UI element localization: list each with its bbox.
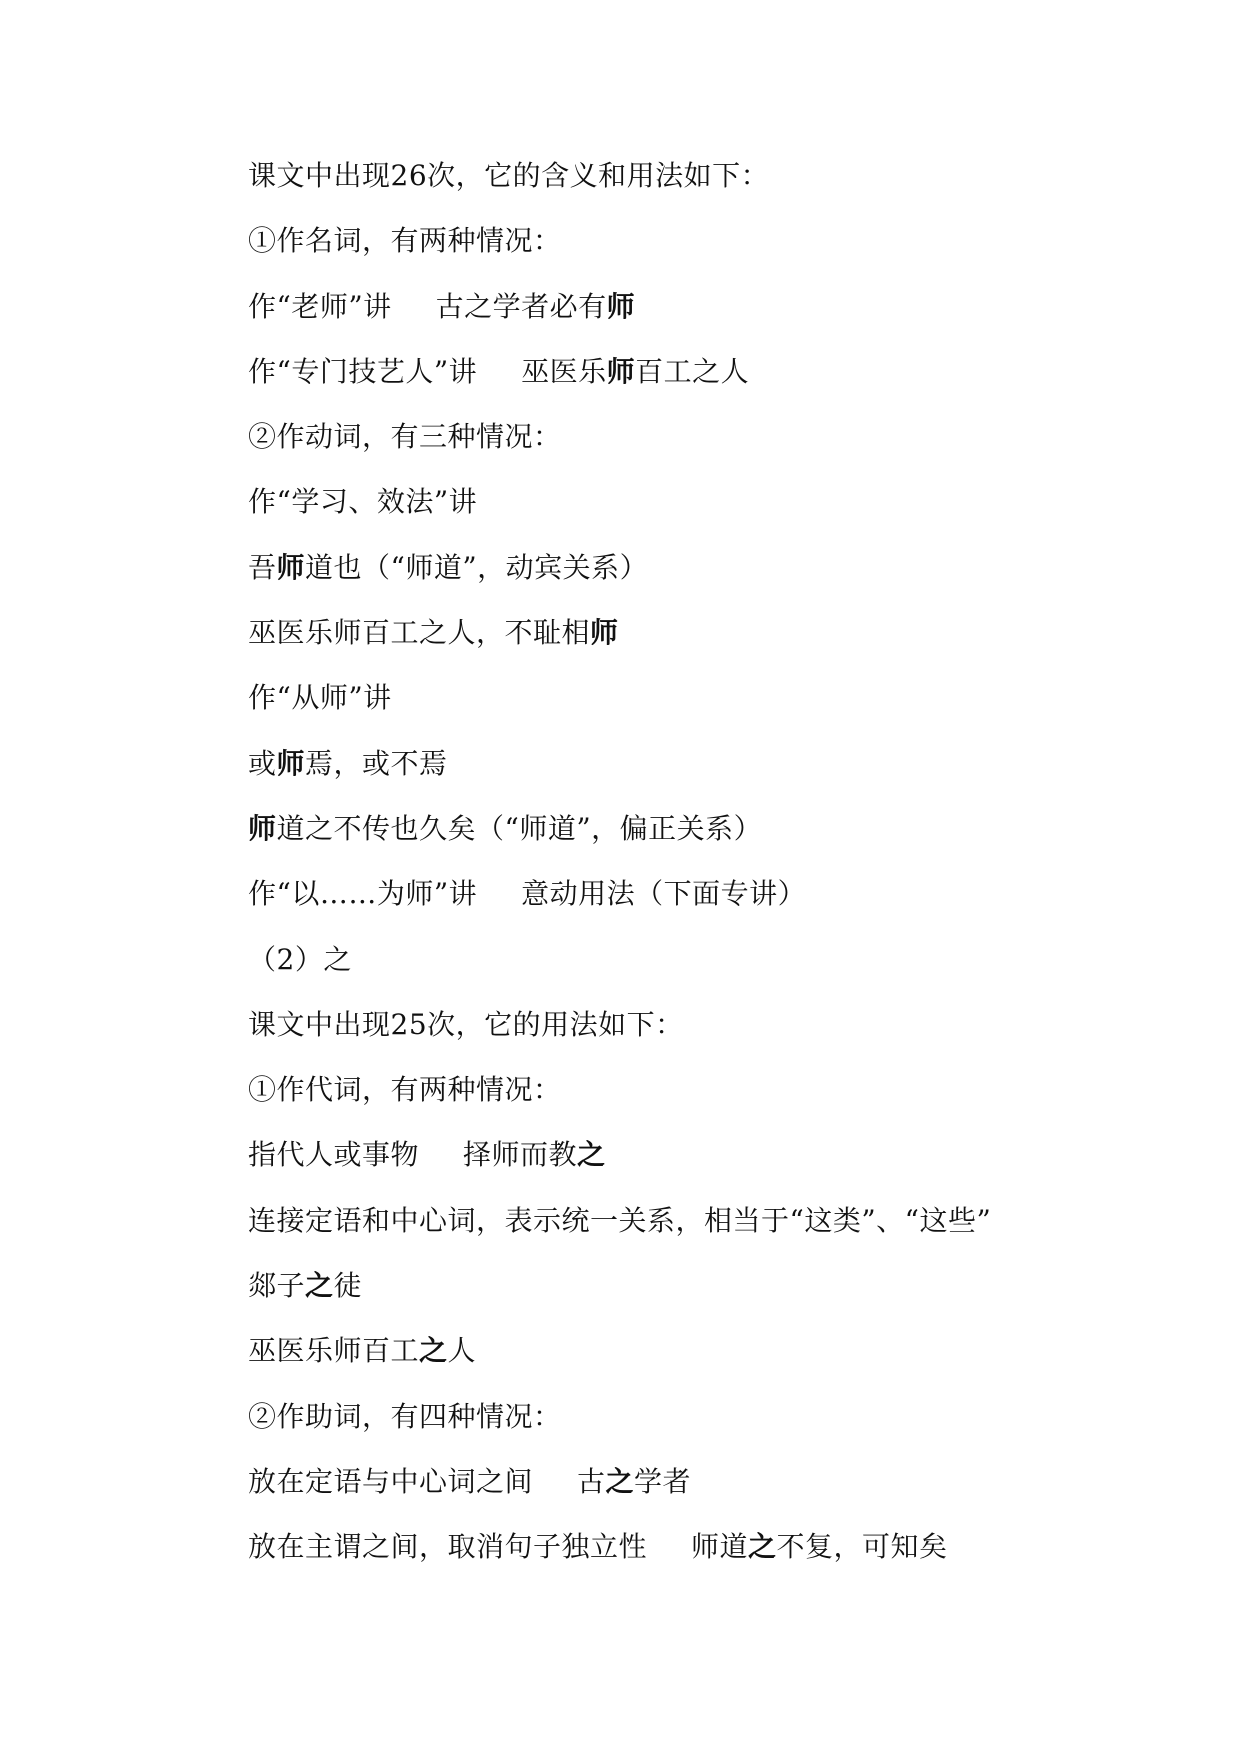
line-text: 巫医乐师百工	[248, 1334, 420, 1368]
line-text: 作“学习、效法”讲	[248, 485, 478, 519]
text-line	[248, 417, 1108, 482]
example-text: 意动用法（下面专讲）	[521, 877, 807, 911]
highlighted-char: 之	[419, 1334, 448, 1368]
line-text: 连接定语和中心词，表示统一关系，相当于“这类”、“这些”	[248, 1203, 992, 1237]
text-line	[248, 1397, 1108, 1462]
highlighted-char: 之	[605, 1464, 635, 1498]
line-text: 作“专门技艺人”讲	[248, 354, 478, 388]
text-line	[248, 482, 1108, 547]
highlighted-char: 师	[276, 550, 306, 584]
text-line	[248, 221, 1108, 286]
text-line	[248, 287, 1108, 352]
line-text: ②作助词，有四种情况：	[248, 1399, 562, 1433]
line-text: 课文中出现25次，它的用法如下：	[248, 1007, 684, 1041]
highlighted-char: 师	[248, 811, 277, 845]
highlighted-char: 师	[276, 746, 306, 780]
text-line	[248, 1331, 1108, 1396]
line-text: ①作代词，有两种情况：	[248, 1073, 562, 1107]
text-body	[248, 156, 1108, 1593]
line-text: 郯子	[248, 1269, 306, 1303]
text-line	[248, 613, 1108, 678]
text-line	[248, 809, 1108, 874]
example-text: 择师而教	[463, 1138, 578, 1172]
line-text: 课文中出现26次，它的含义和用法如下：	[248, 159, 770, 192]
line-text: 作“从师”讲	[248, 681, 392, 715]
text-line	[248, 548, 1108, 613]
section-heading	[248, 940, 1108, 1005]
text-line	[248, 1462, 1108, 1527]
line-text: 放在定语与中心词之间	[248, 1464, 534, 1498]
line-text: 徒	[333, 1269, 363, 1303]
example-text: 学者	[634, 1464, 692, 1498]
line-text: 道也（“师道”，动宾关系）	[305, 550, 649, 584]
text-line	[248, 1266, 1108, 1331]
line-text: 或	[248, 746, 277, 780]
line-text: 作“老师”讲	[248, 289, 392, 323]
text-line	[248, 1005, 1108, 1070]
text-line	[248, 1135, 1108, 1200]
highlighted-char: 师	[590, 616, 619, 650]
line-text: （2）之	[248, 942, 352, 976]
example-text: 师道	[691, 1530, 749, 1564]
line-text: 人	[447, 1334, 477, 1368]
text-line	[248, 1070, 1108, 1135]
line-text: 吾	[248, 550, 277, 584]
text-line	[248, 744, 1108, 809]
line-text: ①作名词，有两种情况：	[248, 224, 562, 258]
line-text: 焉，或不焉	[305, 746, 448, 780]
highlighted-char: 之	[305, 1269, 334, 1303]
line-text: 巫医乐师百工之人，不耻相	[248, 616, 591, 650]
line-text: 放在主谓之间，取消句子独立性	[248, 1530, 648, 1564]
highlighted-char: 之	[748, 1530, 777, 1564]
example-text: 巫医乐	[521, 354, 607, 388]
example-text: 百工之人	[635, 354, 750, 388]
line-text: ②作动词，有三种情况：	[248, 420, 562, 454]
text-line	[248, 352, 1108, 417]
line-text: 道之不传也久矣（“师道”，偏正关系）	[276, 811, 763, 845]
text-line	[248, 1527, 1108, 1592]
example-text: 不复，可知矣	[776, 1530, 948, 1564]
example-text: 古之学者必有	[435, 289, 607, 323]
text-line	[248, 874, 1108, 939]
example-text: 古	[577, 1464, 606, 1498]
highlighted-char: 师	[606, 354, 636, 388]
line-text: 指代人或事物	[248, 1138, 420, 1172]
highlighted-char: 之	[577, 1138, 606, 1172]
line-text: 作“以……为师”讲	[248, 877, 478, 911]
text-line	[248, 156, 1108, 221]
text-line	[248, 1201, 1108, 1266]
highlighted-char: 师	[606, 289, 636, 323]
text-line	[248, 678, 1108, 743]
